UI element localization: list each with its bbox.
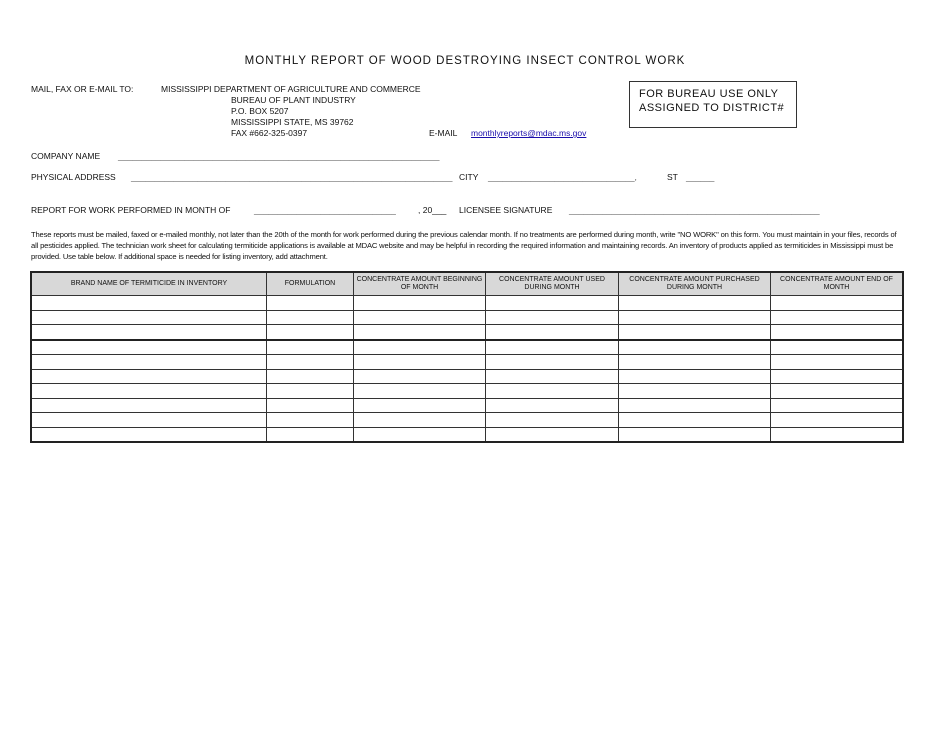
table-cell[interactable] [771, 413, 904, 428]
table-cell[interactable] [31, 398, 267, 413]
table-cell[interactable] [619, 340, 771, 355]
state-field[interactable]: ______ [686, 172, 715, 182]
table-cell[interactable] [31, 427, 267, 442]
table-cell[interactable] [354, 413, 486, 428]
table-row [31, 413, 903, 428]
table-row [31, 355, 903, 370]
column-header: CONCENTRATE AMOUNT PURCHASED DURING MONTH [619, 272, 771, 296]
table-cell[interactable] [267, 325, 354, 340]
table-cell[interactable] [354, 340, 486, 355]
table-cell[interactable] [354, 325, 486, 340]
table-cell[interactable] [771, 325, 904, 340]
table-cell[interactable] [31, 340, 267, 355]
address-line: BUREAU OF PLANT INDUSTRY [231, 95, 356, 105]
table-cell[interactable] [619, 413, 771, 428]
table-cell[interactable] [354, 355, 486, 370]
table-cell[interactable] [267, 413, 354, 428]
table-cell[interactable] [486, 355, 619, 370]
table-cell[interactable] [486, 369, 619, 384]
table-row [31, 340, 903, 355]
table-cell[interactable] [486, 413, 619, 428]
table-cell[interactable] [354, 427, 486, 442]
table-cell[interactable] [619, 369, 771, 384]
table-cell[interactable] [31, 296, 267, 311]
city-label: CITY [459, 172, 479, 182]
table-cell[interactable] [771, 355, 904, 370]
table-cell[interactable] [771, 310, 904, 325]
mail-label: MAIL, FAX OR E-MAIL TO: [31, 84, 134, 94]
table-cell[interactable] [486, 310, 619, 325]
year-field[interactable]: , 20___ [418, 205, 447, 215]
city-field[interactable]: _______________________________, [488, 172, 637, 182]
table-cell[interactable] [31, 413, 267, 428]
table-cell[interactable] [31, 355, 267, 370]
table-cell[interactable] [486, 427, 619, 442]
table-row [31, 427, 903, 442]
page-title: MONTHLY REPORT OF WOOD DESTROYING INSECT CONTROL WORK [244, 55, 686, 67]
table-cell[interactable] [619, 355, 771, 370]
table-row [31, 384, 903, 399]
bureau-use-box [629, 81, 797, 128]
table-cell[interactable] [486, 398, 619, 413]
bureau-line: ASSIGNED TO DISTRICT# [639, 102, 785, 114]
company-field[interactable]: ____________________________________________________________________ [118, 151, 440, 161]
table-cell[interactable] [771, 340, 904, 355]
column-header: FORMULATION [267, 272, 354, 296]
table-cell[interactable] [486, 296, 619, 311]
instructions-note: These reports must be mailed, faxed or e-mailed monthly, not later than the 20th of the month for work performed during the previous calendar month. If no treatments are performed during month, write "NO WORK" on this form. You must maintain in your files, records of all pesticides applied. The technician work sheet for calculating termiticide applications is available at MDAC website and may be helpful in recording the required information and maintaining records. An inventory of products applied as termiticides in Mississippi must be provided. Use table below. If additional space is needed for listing inventory, add attachment. [31, 230, 897, 261]
table-cell[interactable] [354, 398, 486, 413]
table-cell[interactable] [354, 296, 486, 311]
table-cell[interactable] [619, 325, 771, 340]
table-cell[interactable] [771, 384, 904, 399]
table-cell[interactable] [771, 398, 904, 413]
table-cell[interactable] [486, 325, 619, 340]
table-cell[interactable] [771, 427, 904, 442]
address-line: MISSISSIPPI STATE, MS 39762 [231, 117, 354, 127]
company-label: COMPANY NAME [31, 151, 101, 161]
table-cell[interactable] [267, 296, 354, 311]
table-cell[interactable] [771, 296, 904, 311]
address-line: MISSISSIPPI DEPARTMENT OF AGRICULTURE AND COMMERCE [161, 84, 421, 94]
table-row [31, 325, 903, 340]
table-row [31, 296, 903, 311]
table-cell[interactable] [486, 340, 619, 355]
table-cell[interactable] [619, 398, 771, 413]
column-header: BRAND NAME OF TERMITICIDE IN INVENTORY [31, 272, 267, 296]
table-cell[interactable] [267, 398, 354, 413]
table-cell[interactable] [31, 384, 267, 399]
table-cell[interactable] [354, 310, 486, 325]
signature-field[interactable]: _____________________________________________________ [569, 205, 820, 215]
table-cell[interactable] [267, 340, 354, 355]
table-cell[interactable] [267, 384, 354, 399]
table-row [31, 310, 903, 325]
email-label: E-MAIL [429, 128, 458, 138]
column-header: CONCENTRATE AMOUNT END OF MONTH [771, 272, 904, 296]
table-cell[interactable] [31, 325, 267, 340]
table-cell[interactable] [354, 384, 486, 399]
table-cell[interactable] [31, 369, 267, 384]
table-cell[interactable] [486, 384, 619, 399]
table-cell[interactable] [267, 310, 354, 325]
address-label: PHYSICAL ADDRESS [31, 172, 116, 182]
signature-label: LICENSEE SIGNATURE [459, 205, 553, 215]
table-cell[interactable] [267, 369, 354, 384]
table-cell[interactable] [267, 355, 354, 370]
column-header: CONCENTRATE AMOUNT BEGINNING OF MONTH [354, 272, 486, 296]
bureau-line: FOR BUREAU USE ONLY [639, 88, 779, 100]
table-cell[interactable] [619, 296, 771, 311]
table-cell[interactable] [619, 310, 771, 325]
table-row [31, 398, 903, 413]
table-cell[interactable] [31, 310, 267, 325]
email-link[interactable]: monthlyreports@mdac.ms.gov [471, 128, 587, 138]
table-cell[interactable] [354, 369, 486, 384]
address-field[interactable]: ____________________________________________________________________ [131, 172, 453, 182]
table-row [31, 369, 903, 384]
state-label: ST [667, 172, 678, 182]
address-line: P.O. BOX 5207 [231, 106, 289, 116]
inventory-table [30, 271, 904, 443]
month-label: REPORT FOR WORK PERFORMED IN MONTH OF [31, 205, 231, 215]
table-cell[interactable] [619, 427, 771, 442]
month-field[interactable]: ______________________________ [254, 205, 396, 215]
table-cell[interactable] [267, 427, 354, 442]
column-header: CONCENTRATE AMOUNT USED DURING MONTH [486, 272, 619, 296]
fax-number: FAX #662-325-0397 [231, 128, 308, 138]
table-cell[interactable] [771, 369, 904, 384]
table-cell[interactable] [619, 384, 771, 399]
